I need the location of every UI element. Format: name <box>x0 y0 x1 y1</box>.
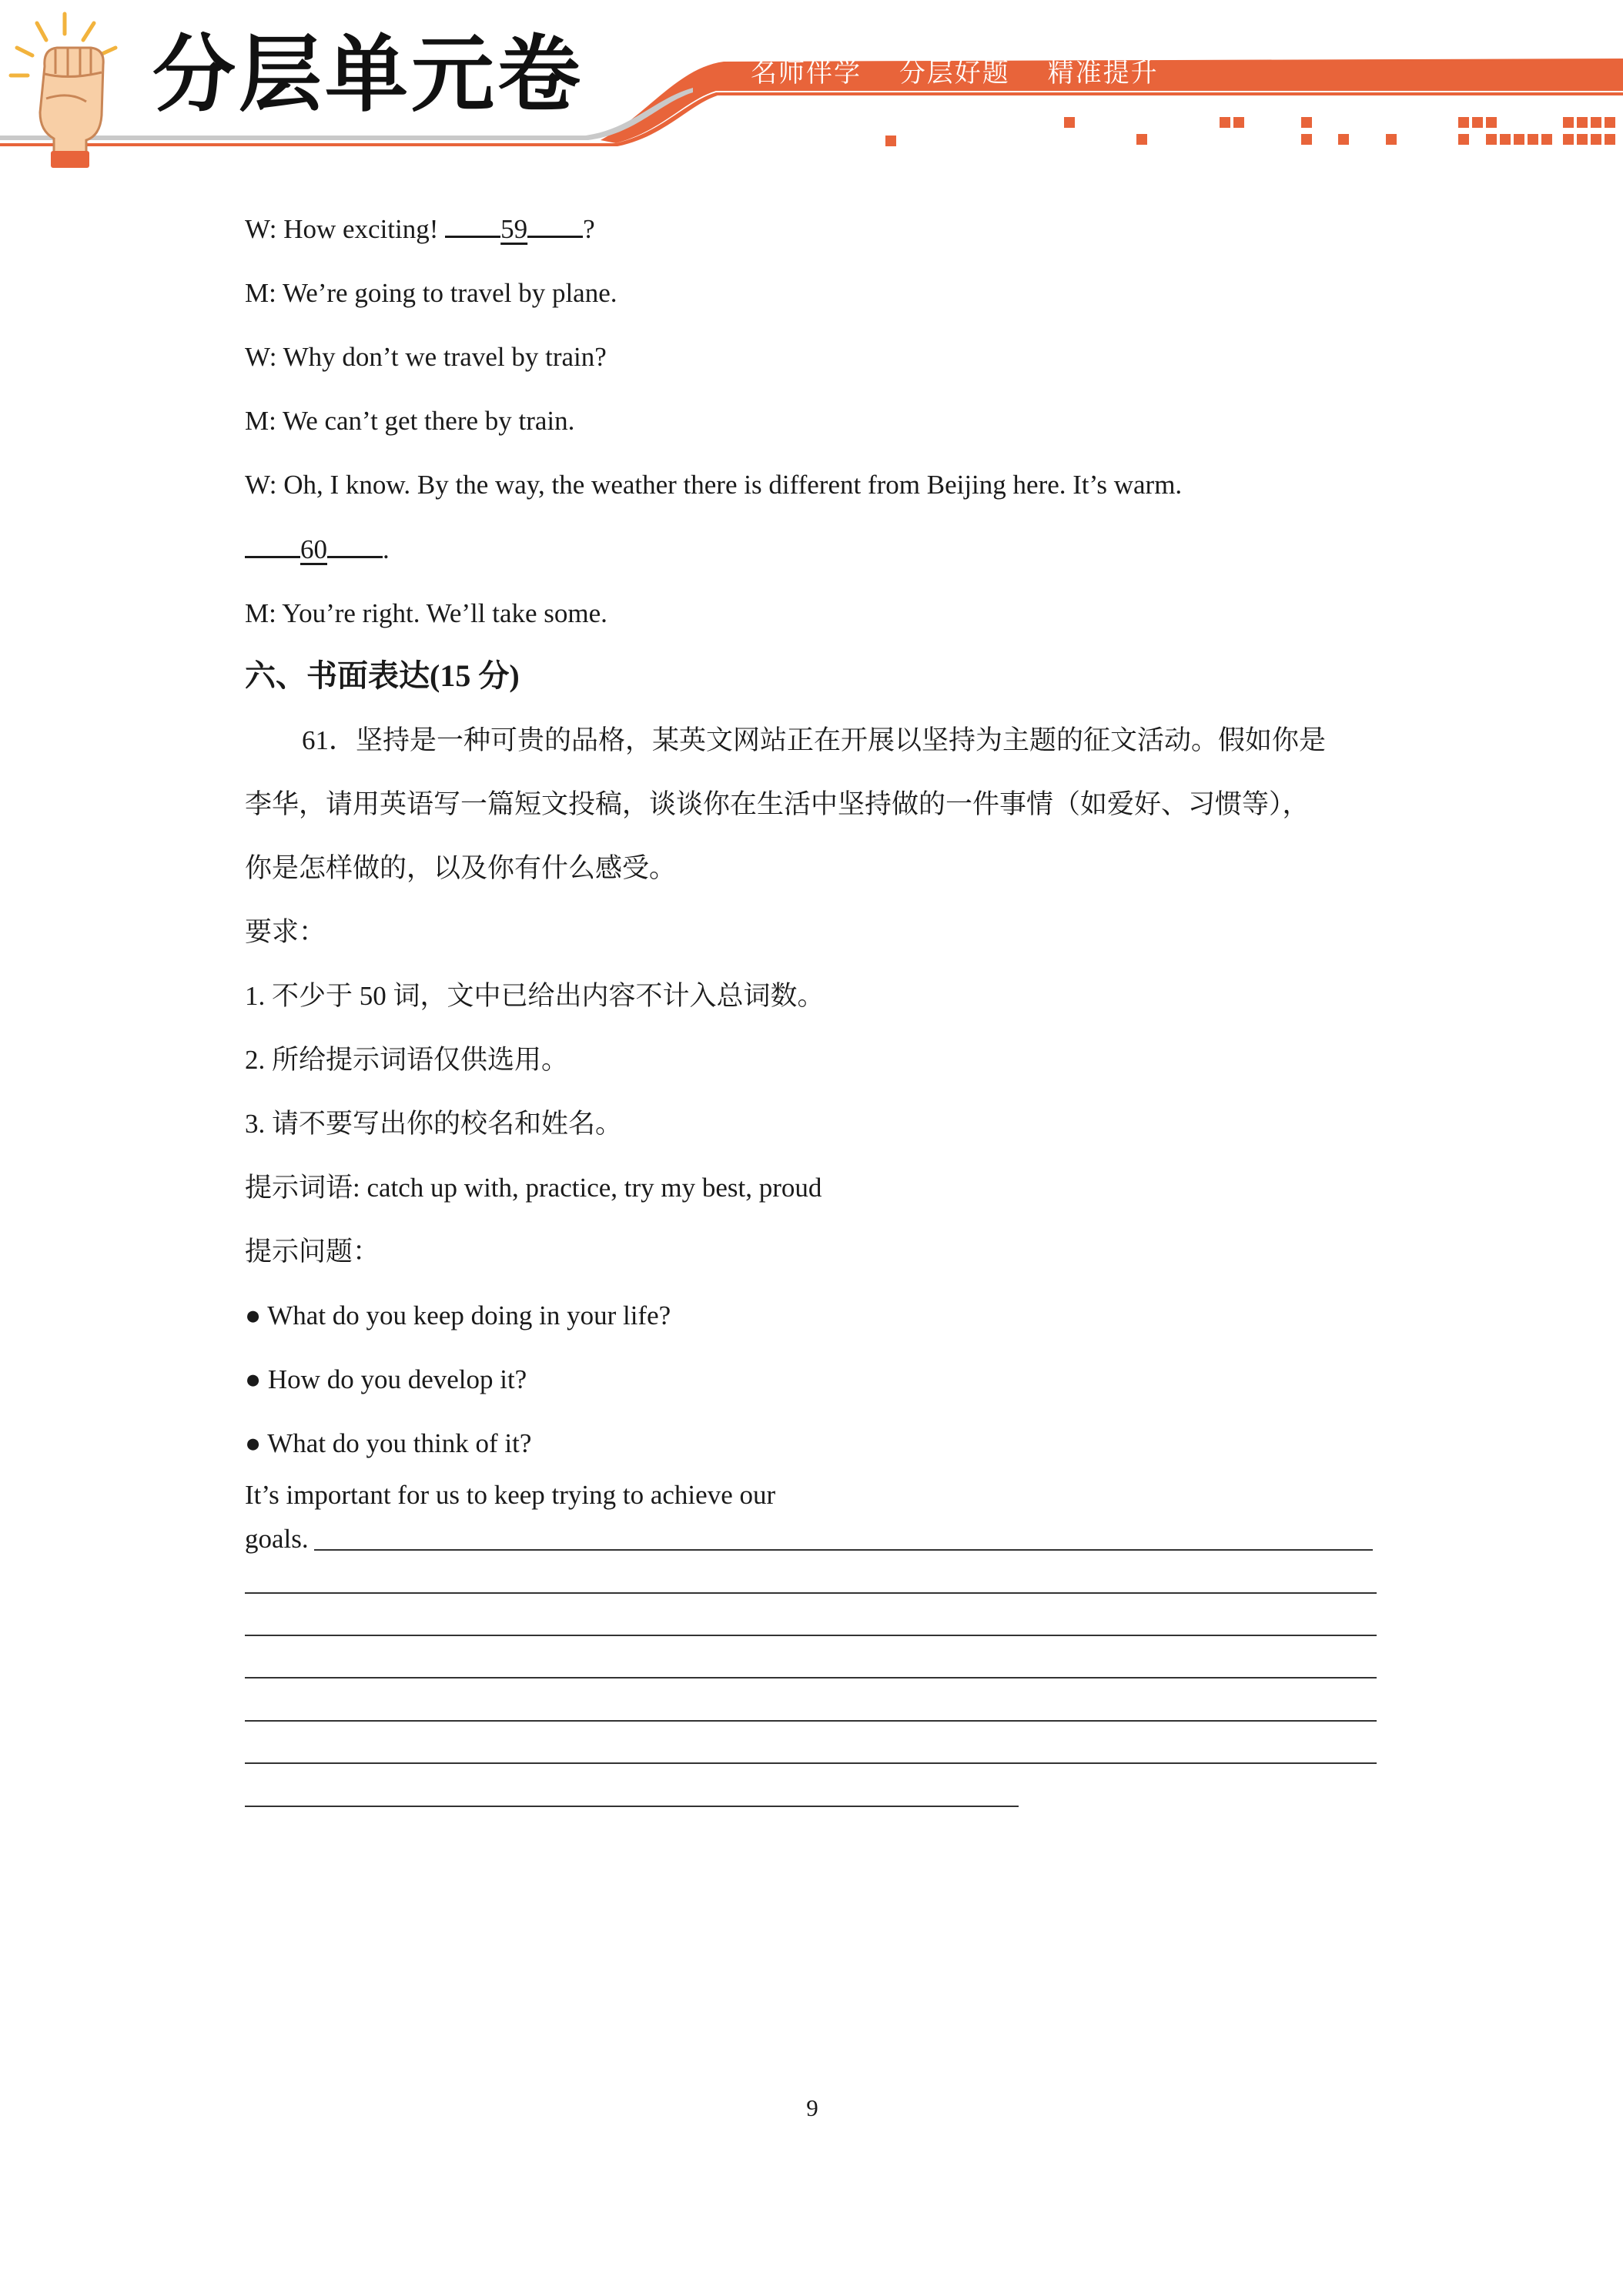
section-title: 六、书面表达(15 分) <box>245 658 520 693</box>
writing-line[interactable] <box>245 1635 1377 1636</box>
dialogue-line: M: You’re right. We’ll take some. <box>245 598 607 628</box>
writing-line[interactable] <box>245 1592 1377 1594</box>
page-number: 9 <box>806 2094 818 2121</box>
writing-line[interactable] <box>245 1806 1019 1807</box>
brand-title: 分层单元卷 <box>152 27 584 123</box>
prompt-line: 李华，请用英语写一篇短文投稿，谈谈你在生活中坚持做的一件事情（如爱好、习惯等）， <box>245 789 1310 819</box>
hint-words: 提示词语: catch up with, practice, try my best, proud <box>245 1173 822 1203</box>
writing-line[interactable] <box>245 1762 1377 1764</box>
slogan-item: 精准提升 <box>1047 58 1159 89</box>
dialogue-line: W: Oh, I know. By the way, the weather there is different from Beijing here. It’s warm. <box>245 470 1183 500</box>
writing-line[interactable] <box>314 1549 1373 1551</box>
requirements-label: 要求： <box>245 917 326 947</box>
starter-sentence-end: goals. <box>245 1524 309 1554</box>
dialogue-line-60: 60 . <box>245 536 390 563</box>
requirement-item: 3. 请不要写出你的校名和姓名。 <box>245 1109 623 1139</box>
writing-line[interactable] <box>245 1720 1377 1722</box>
dialogue-line-59: W: How exciting! 59 ? <box>245 214 595 244</box>
dialogue-line: W: Why don’t we travel by train? <box>245 342 607 372</box>
requirement-item: 2. 所给提示词语仅供选用。 <box>245 1045 569 1075</box>
hint-question: ● What do you think of it? <box>245 1428 532 1458</box>
hint-question: ● How do you develop it? <box>245 1364 527 1394</box>
slogan-item: 名师伴学 <box>751 58 862 89</box>
header-slogan <box>751 58 1186 89</box>
starter-sentence: It’s important for us to keep trying to achieve our <box>245 1480 776 1510</box>
blank-underline <box>327 555 383 558</box>
blank-underline <box>527 235 583 238</box>
page-header <box>0 0 1623 177</box>
prompt-line: 你是怎样做的，以及你有什么感受。 <box>245 853 677 883</box>
raised-fist-icon <box>0 0 154 177</box>
writing-line[interactable] <box>245 1677 1377 1678</box>
requirement-item: 1. 不少于 50 词，文中已给出内容不计入总词数。 <box>245 981 825 1011</box>
slogan-item: 分层好题 <box>899 58 1010 89</box>
hint-question: ● What do you keep doing in your life? <box>245 1300 671 1330</box>
dialogue-line: M: We’re going to travel by plane. <box>245 278 617 308</box>
blank-number: 60 <box>300 534 327 564</box>
dialogue-line: M: We can’t get there by train. <box>245 406 575 436</box>
blank-underline <box>245 555 300 558</box>
prompt-line: 61．坚持是一种可贵的品格，某英文网站正在开展以坚持为主题的征文活动。假如你是 <box>302 725 1327 755</box>
hint-questions-label: 提示问题： <box>245 1237 380 1267</box>
blank-underline <box>445 235 500 238</box>
blank-number: 59 <box>500 214 528 244</box>
